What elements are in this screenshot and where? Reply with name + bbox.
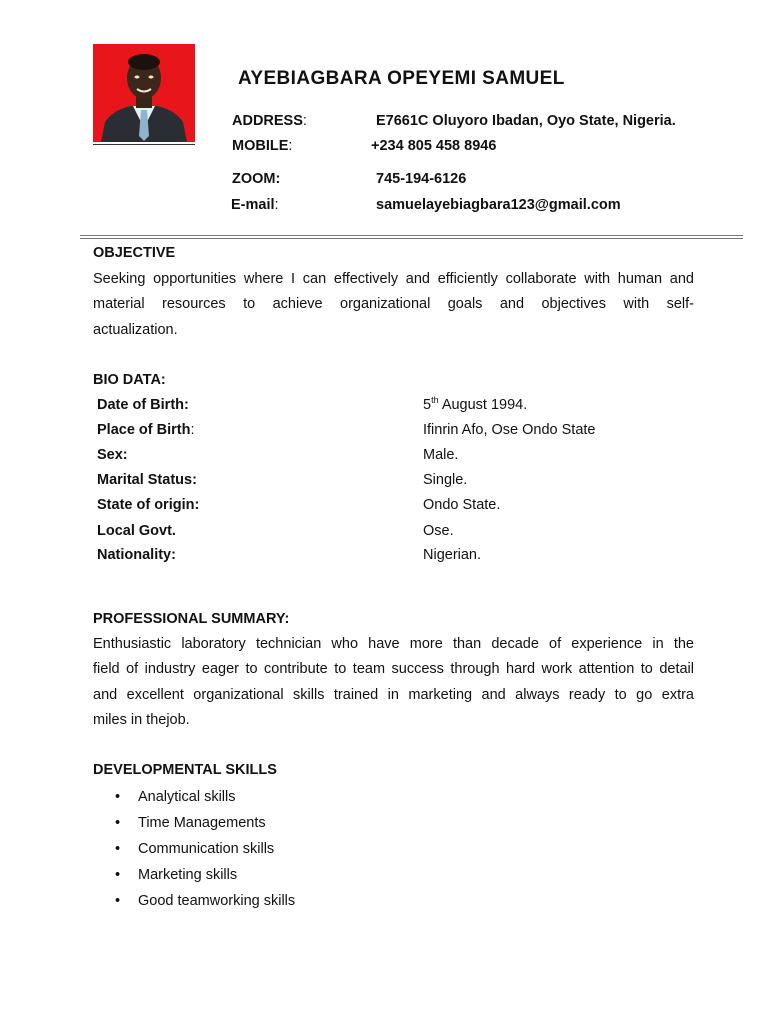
candidate-name: AYEBIAGBARA OPEYEMI SAMUEL: [238, 68, 565, 89]
bio-value-marital: Single.: [423, 472, 468, 488]
skill-item: Time Managements: [138, 815, 266, 831]
header-divider-secondary: [80, 238, 743, 239]
objective-text: [93, 267, 694, 343]
objective-line: actualization.: [93, 321, 178, 338]
bullet-icon: •: [115, 789, 121, 805]
bio-label-dob: Date of Birth:: [97, 397, 189, 413]
bio-label-sex: Sex:: [97, 447, 128, 463]
summary-line: miles in thejob.: [93, 711, 190, 728]
bio-value-nationality: Nigerian.: [423, 547, 482, 563]
address-value: E7661C Oluyoro Ibadan, Oyo State, Nigeria.: [376, 113, 676, 129]
objective-line: Seeking opportunities where I can effectively and efficiently collaborate with human and: [93, 271, 694, 287]
bio-heading: BIO DATA:: [93, 372, 166, 388]
address-label: ADDRESS:: [232, 113, 307, 129]
bio-value-sex: Male.: [423, 447, 459, 463]
zoom-label: ZOOM:: [232, 171, 281, 187]
mobile-label: MOBILE:: [232, 138, 293, 154]
photo-underline: [93, 144, 195, 145]
bullet-icon: •: [115, 815, 121, 831]
bio-value-dob: 5th August 1994.: [423, 395, 528, 413]
summary-line: field of industry eager to contribute to team success through hard work attention to detail: [93, 661, 694, 678]
skills-heading: DEVELOPMENTAL SKILLS: [93, 762, 277, 778]
bio-label-marital: Marital Status:: [97, 472, 197, 488]
objective-line: material resources to achieve organizational goals and objectives with self-: [93, 296, 694, 313]
bio-label-nationality: Nationality:: [97, 547, 176, 563]
email-value: samuelayebiagbara123@gmail.com: [376, 197, 621, 213]
bio-value-state: Ondo State.: [423, 497, 501, 513]
bullet-icon: •: [115, 841, 121, 857]
summary-text: [93, 632, 694, 733]
bio-label-lga: Local Govt.: [97, 523, 176, 539]
profile-photo: [93, 44, 195, 142]
summary-heading: PROFESSIONAL SUMMARY:: [93, 611, 290, 627]
bio-label-pob: Place of Birth:: [97, 422, 195, 438]
bullet-icon: •: [115, 893, 121, 909]
zoom-value: 745-194-6126: [376, 171, 467, 187]
summary-line: Enthusiastic laboratory technician who have more than decade of experience in the: [93, 636, 694, 652]
bullet-icon: •: [115, 867, 121, 883]
summary-line: and excellent organizational skills trained in marketing and always ready to go extra: [93, 686, 694, 703]
skill-item: Communication skills: [138, 841, 275, 857]
header-divider: [80, 235, 743, 236]
skill-item: Marketing skills: [138, 867, 238, 883]
email-label: E-mail:: [231, 197, 279, 213]
person-silhouette-icon: [93, 44, 195, 142]
bio-label-state: State of origin:: [97, 497, 200, 513]
skill-item: Analytical skills: [138, 789, 236, 805]
objective-heading: OBJECTIVE: [93, 245, 176, 261]
mobile-value: +234 805 458 8946: [371, 138, 497, 154]
bio-value-lga: Ose.: [423, 523, 454, 539]
bio-value-pob: Ifinrin Afo, Ose Ondo State: [423, 422, 596, 438]
skill-item: Good teamworking skills: [138, 893, 296, 909]
